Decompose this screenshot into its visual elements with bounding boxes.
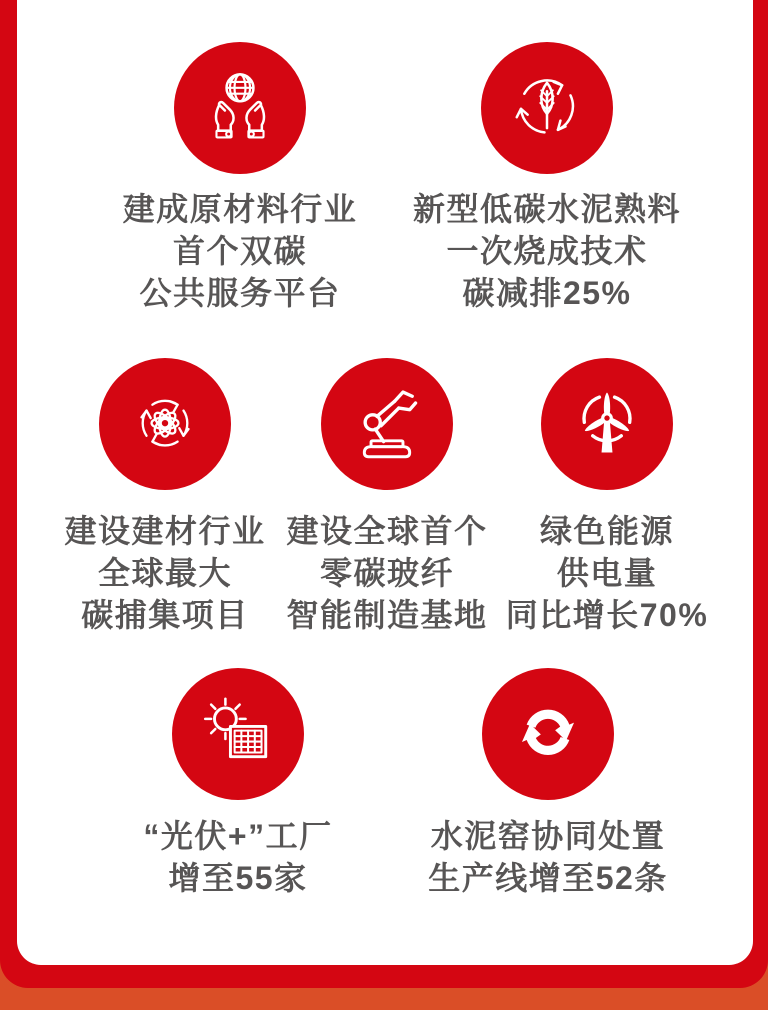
hands-globe-icon	[174, 42, 306, 174]
wind-turbine-icon	[541, 358, 673, 490]
caption-line: 碳减排25%	[462, 275, 632, 311]
stats-row-1	[17, 42, 753, 314]
stat-item-dual-carbon-platform	[90, 42, 390, 314]
stat-caption	[286, 510, 487, 636]
stat-caption	[123, 188, 358, 314]
caption-line: 首个双碳	[172, 233, 307, 269]
caption-line: 全球最大	[97, 555, 232, 591]
caption-line: 供电量	[556, 555, 658, 591]
caption-line: 智能制造基地	[286, 597, 488, 633]
stat-item-low-carbon-clinker	[390, 42, 704, 314]
stat-item-carbon-capture	[55, 358, 275, 636]
caption-line: 公共服务平台	[139, 275, 341, 311]
caption-line: 同比增长70%	[505, 597, 709, 633]
stat-caption	[506, 510, 709, 636]
caption-line: 生产线增至52条	[428, 860, 668, 896]
stat-caption	[64, 510, 265, 636]
caption-line: “光伏+”工厂	[143, 818, 333, 854]
stat-item-green-energy	[499, 358, 715, 636]
caption-line: 新型低碳水泥熟料	[412, 191, 681, 227]
caption-line: 建设建材行业	[64, 513, 266, 549]
caption-line: 建成原材料行业	[122, 191, 358, 227]
caption-line: 碳捕集项目	[81, 597, 249, 633]
caption-line: 绿色能源	[539, 513, 674, 549]
stat-item-zero-carbon-fiberglass	[275, 358, 499, 636]
stats-row-2	[17, 358, 753, 636]
robot-arm-icon	[321, 358, 453, 490]
stat-caption	[413, 188, 681, 314]
atom-cycle-icon	[99, 358, 231, 490]
caption-line: 一次烧成技术	[446, 233, 648, 269]
stats-row-3	[17, 668, 753, 899]
recycle-arrows-icon	[482, 668, 614, 800]
caption-line: 增至55家	[168, 860, 308, 896]
caption-line: 水泥窑协同处置	[430, 818, 666, 854]
content-card	[17, 0, 753, 965]
stat-caption	[143, 815, 332, 899]
stat-item-pv-factories	[88, 668, 388, 899]
solar-panel-icon	[172, 668, 304, 800]
stat-item-cement-kiln-codisposal	[388, 668, 708, 899]
leaf-cycle-icon	[481, 42, 613, 174]
stat-caption	[428, 815, 668, 899]
caption-line: 建设全球首个	[286, 513, 488, 549]
caption-line: 零碳玻纤	[319, 555, 454, 591]
